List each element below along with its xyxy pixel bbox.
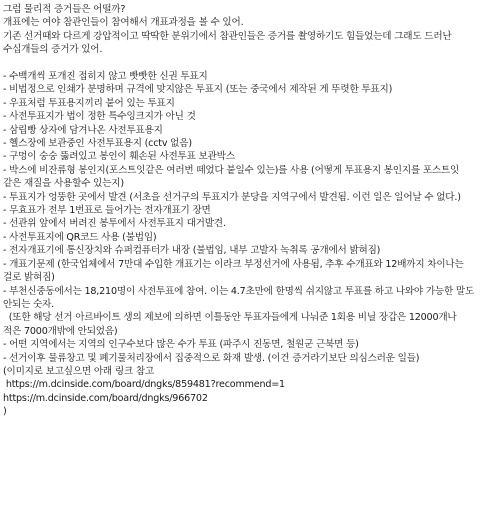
- evidence-item: - 전자개표기에 통신장치와 슈퍼컴퓨터가 내장 (불법임, 내부 고발자 녹취록 공개에서 밝혀짐): [3, 245, 381, 257]
- evidence-item: - 선관위 앞에서 버려진 봉투에서 사전투표지 대거발견.: [3, 218, 226, 230]
- document-body: [3, 3, 475, 419]
- evidence-item: (또한 해당 선거 아르바이트 생의 제보에 의하면 이틀동안 투표자들에게 나눠준 1회용 비닐 장갑은 12000개나 적은 7000개밖에 안되었음): [3, 312, 460, 337]
- evidence-item: - 투표지가 엉뚱한 곳에서 발견 (서초을 선거구의 투표지가 분당을 지역구에서 발견됨. 이런 일은 일어날 수 없다.): [3, 191, 461, 203]
- evidence-item: - 박스에 비잔류형 봉인지(포스트잇같은 여러번 떼었다 붙일수 있는)를 사용 (어떻게 투표용지 봉인지를 포스트잇 같은 재질을 사용할수 있는지): [3, 164, 462, 190]
- evidence-item: - 우표처럼 투표용지끼리 붙어 있는 투표지: [3, 97, 175, 109]
- intro-question: 그럼 물리적 증거들은 어떨까?: [3, 4, 126, 15]
- evidence-item: - 무효표가 전부 1번표로 들어가는 전자개표기 장면: [3, 205, 211, 217]
- links-close-paren: ): [3, 406, 7, 418]
- evidence-item: - 사전투표지에 QR코드 사용 (불법임): [3, 231, 157, 243]
- evidence-item: - 구멍이 숭숭 뚫려있고 봉인이 훼손된 사전투표 보관박스: [3, 151, 235, 163]
- evidence-item: - 수백개씩 포개진 접히지 않고 빳빳한 신권 투표지: [3, 71, 208, 83]
- evidence-item: - 부천신중동에서는 18,210명이 사전투표에 참여. 이는 4.7초만에 한명씩 쉬지않고 투표를 하고 나와야 가능한 말도 안되는 숫자.: [3, 285, 477, 310]
- evidence-item: - 비법정으로 인쇄가 분명하며 규격에 맞지않은 투표지 (또는 중국에서 제작된 게 뚜렷한 투표지): [3, 84, 393, 96]
- link-url-2[interactable]: [3, 392, 475, 405]
- evidence-item: - 삼립빵 상자에 담겨나온 사전투표용지: [3, 124, 163, 136]
- link-2[interactable]: https://m.dcinside.com/board/dngks/966702: [3, 392, 208, 404]
- link-url-1[interactable]: [3, 378, 475, 391]
- spacer: [3, 57, 475, 70]
- intro-line-observers: 개표에는 여야 참관인들이 참여해서 개표과정을 볼 수 있어.: [3, 17, 244, 29]
- evidence-item: - 개표기문제 (한국업체에서 7만대 수입한 개표기는 이라크 부정선거에 사용됨, 추후 수개표와 12배까지 차이나는 걸로 밝혀짐): [3, 258, 467, 284]
- evidence-item: - 헬스장에 보관중인 사전투표용지 (cctv 없음): [3, 138, 192, 150]
- links-note: (이미지로 보고싶으면 아래 링크 참고: [3, 365, 154, 377]
- link-1[interactable]: https://m.dcinside.com/board/dngks/859481?recommend=1: [3, 379, 285, 391]
- evidence-item: - 사전투표지가 법이 정한 특수잉크지가 아닌 것: [3, 111, 196, 123]
- evidence-list: [3, 70, 475, 365]
- intro-line-evidence: 기존 선거때와 다르게 강압적이고 딱딱한 분위기에서 참관인들은 증거를 촬영하기도 힘들었는데 그래도 드러난 수십개들의 증거가 있어.: [3, 30, 455, 56]
- evidence-item: - 어떤 지역에서는 지역의 인구수보다 많은 수가 투표 (파주시 진동면, 철원군 근북면 등): [3, 339, 359, 351]
- evidence-item: - 선거이후 물류창고 및 폐기물처리장에서 집중적으로 화재 발생. (이건 증거라기보단 의심스러운 일들): [3, 352, 420, 364]
